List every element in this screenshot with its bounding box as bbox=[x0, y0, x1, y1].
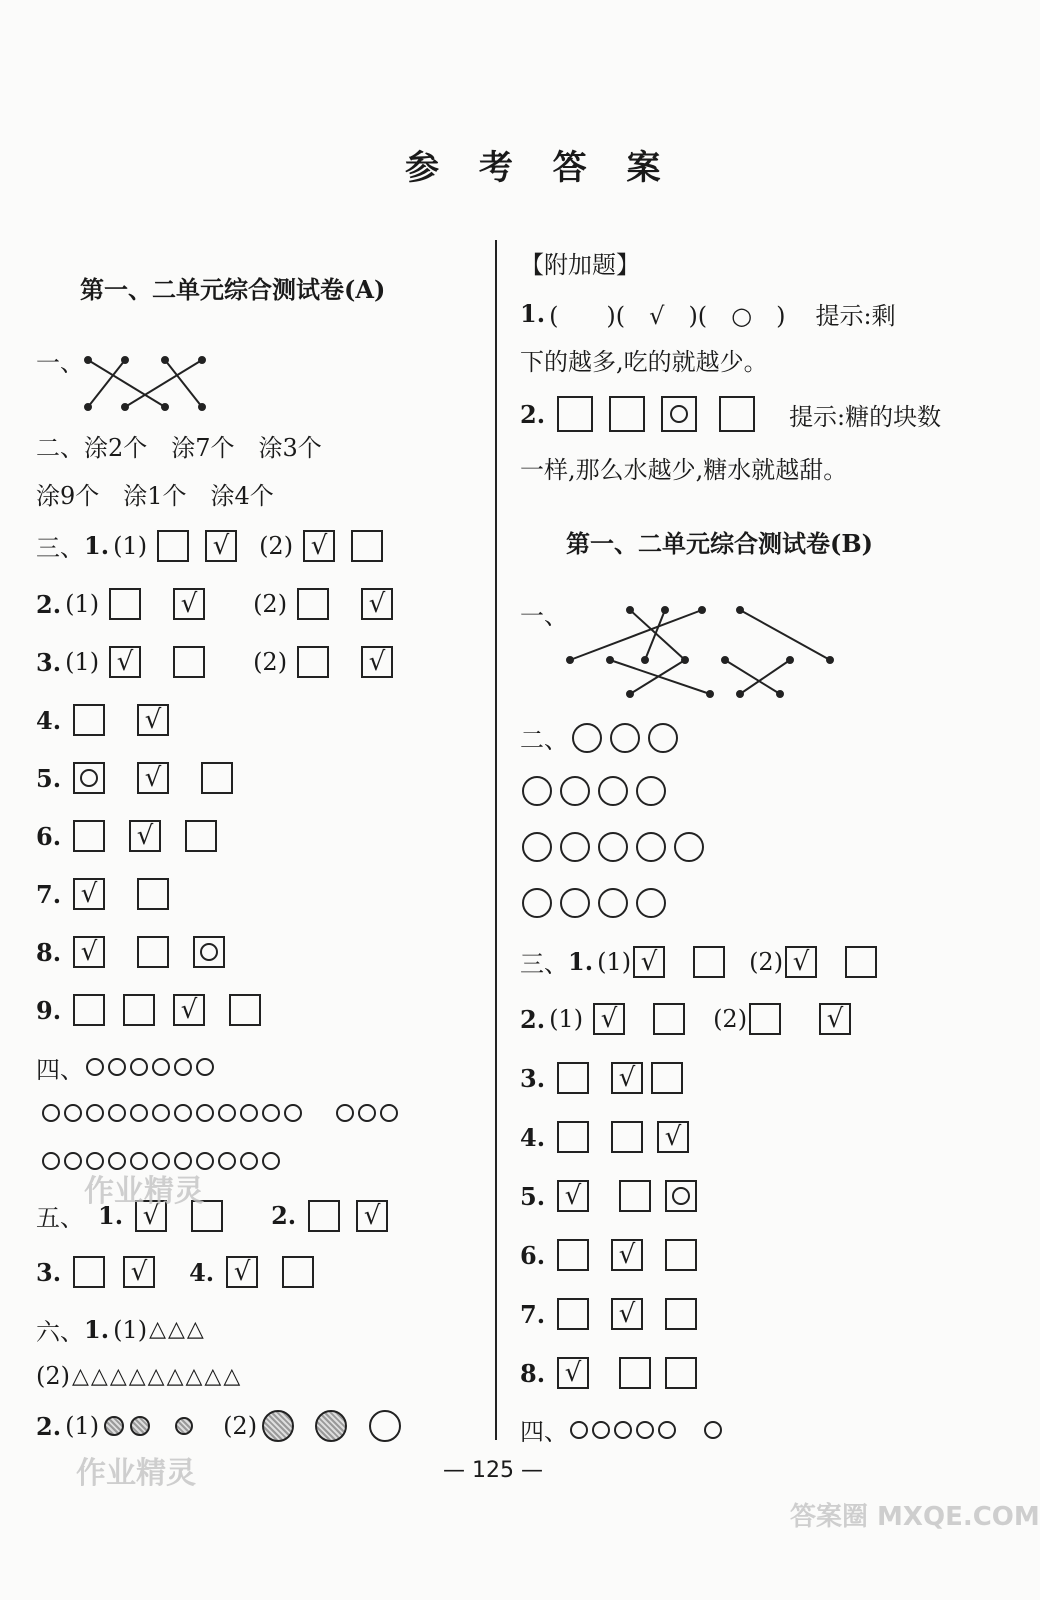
sub-label: (2) bbox=[253, 648, 288, 676]
answer-box-checked: √ bbox=[137, 762, 169, 794]
q3-label: 三、 bbox=[520, 950, 568, 978]
section-title-b: 第一、二单元综合测试卷(B) bbox=[566, 529, 873, 558]
watermark-text: 作业精灵 bbox=[76, 1456, 196, 1491]
row-number: 4. bbox=[189, 1257, 215, 1287]
right-q2-line4 bbox=[518, 888, 670, 918]
extra-q2-hint: 提示:糖的块数 bbox=[789, 402, 942, 431]
shaded-dot bbox=[104, 1416, 124, 1436]
answer-box-checked: √ bbox=[226, 1256, 258, 1288]
answer-box bbox=[719, 396, 755, 432]
answer-box-checked: √ bbox=[633, 946, 665, 978]
answer-box-checked: √ bbox=[819, 1003, 851, 1035]
right-q2-line3 bbox=[518, 832, 708, 862]
right-q3-row4 bbox=[520, 1121, 697, 1153]
circle-row bbox=[334, 1100, 400, 1128]
answer-box bbox=[109, 588, 141, 620]
row-number: 1. bbox=[98, 1201, 124, 1230]
answer-box bbox=[557, 1239, 589, 1271]
answer-box bbox=[609, 396, 645, 432]
section-title-a: 第一、二单元综合测试卷(A) bbox=[80, 275, 386, 304]
sub-label: (1) bbox=[65, 648, 100, 676]
page-title: 参 考 答 案 bbox=[405, 148, 675, 188]
left-q4-line2 bbox=[40, 1100, 400, 1128]
answer-box bbox=[653, 1003, 685, 1035]
row-number: 3. bbox=[36, 1257, 62, 1287]
extra-q2-line2: 一样,那么水越少,糖水就越甜。 bbox=[520, 456, 848, 484]
answer-box-checked: √ bbox=[205, 530, 237, 562]
answer-box bbox=[73, 704, 105, 736]
sub-label: (1) bbox=[113, 531, 148, 560]
answer-box-checked: √ bbox=[557, 1180, 589, 1212]
right-q2-line1 bbox=[520, 720, 682, 755]
answer-box bbox=[845, 946, 877, 978]
row-number: 2. bbox=[520, 1004, 546, 1034]
left-q3-row1 bbox=[36, 528, 391, 563]
watermark-text: 作业精灵 bbox=[84, 1174, 204, 1209]
row-number: 9. bbox=[36, 995, 62, 1025]
shaded-circle bbox=[315, 1410, 347, 1442]
sub-label: (2) bbox=[36, 1362, 70, 1390]
row-number: 1. bbox=[568, 947, 594, 976]
answer-box-checked: √ bbox=[137, 704, 169, 736]
row-number: 5. bbox=[520, 1181, 546, 1211]
circle-row bbox=[40, 1100, 304, 1128]
q6-label: 六、 bbox=[36, 1318, 84, 1346]
answer-box bbox=[73, 820, 105, 852]
left-q5-row2 bbox=[36, 1256, 322, 1288]
answer-box-checked: √ bbox=[73, 936, 105, 968]
q2-label: 二、 bbox=[520, 726, 568, 754]
answer-box bbox=[749, 1003, 781, 1035]
left-q1 bbox=[36, 343, 84, 378]
answer-box-checked: √ bbox=[135, 1200, 167, 1232]
answer-box-checked: √ bbox=[303, 530, 335, 562]
sub-label: (1) bbox=[65, 590, 100, 618]
q1-label: 一、 bbox=[36, 349, 84, 377]
answer-box-checked: √ bbox=[593, 1003, 625, 1035]
extra-q1-line2: 下的越多,吃的就越少。 bbox=[520, 348, 768, 376]
row-number: 2. bbox=[271, 1201, 297, 1230]
q4-label: 四、 bbox=[520, 1418, 568, 1446]
left-q4-line1 bbox=[36, 1050, 216, 1085]
answer-box bbox=[693, 946, 725, 978]
row-number: 3. bbox=[36, 647, 62, 677]
answer-box bbox=[229, 994, 261, 1026]
row-number: 2. bbox=[520, 399, 546, 429]
sub-label: (2) bbox=[223, 1412, 258, 1440]
row-number: 4. bbox=[36, 705, 62, 735]
answer-box bbox=[351, 530, 383, 562]
left-q6-row2 bbox=[36, 1362, 242, 1390]
answer-box bbox=[619, 1357, 651, 1389]
circle-mark bbox=[670, 405, 688, 423]
answer-box bbox=[137, 936, 169, 968]
row-number: 1. bbox=[84, 1315, 110, 1344]
answer-box-checked: √ bbox=[361, 588, 393, 620]
matching-lines-b bbox=[560, 602, 840, 698]
extra-title: 【附加题】 bbox=[520, 251, 640, 279]
answer-box bbox=[557, 396, 593, 432]
answer-box-checked: √ bbox=[129, 820, 161, 852]
right-q3-row5 bbox=[520, 1180, 705, 1212]
answer-box bbox=[297, 588, 329, 620]
answer-box bbox=[557, 1062, 589, 1094]
answer-box-checked: √ bbox=[785, 946, 817, 978]
left-q3-row8 bbox=[36, 936, 233, 968]
answer-box-checked: √ bbox=[611, 1298, 643, 1330]
q2-text-1: 涂2个 涂7个 涂3个 bbox=[84, 434, 322, 462]
answer-box-checked: √ bbox=[173, 588, 205, 620]
circle-mark bbox=[672, 1187, 690, 1205]
left-q2-line1 bbox=[36, 428, 322, 463]
left-q3-row7 bbox=[36, 878, 177, 910]
right-q3-row1 bbox=[520, 944, 885, 979]
answer-box-checked: √ bbox=[557, 1357, 589, 1389]
sub-label: (1) bbox=[113, 1315, 148, 1344]
right-q3-row8 bbox=[520, 1357, 705, 1389]
answer-box bbox=[73, 1256, 105, 1288]
row-number: 8. bbox=[36, 937, 62, 967]
answer-box bbox=[157, 530, 189, 562]
row-number: 8. bbox=[520, 1358, 546, 1388]
sub-label: (2) bbox=[259, 531, 294, 560]
answer-box bbox=[201, 762, 233, 794]
answer-box-checked: √ bbox=[356, 1200, 388, 1232]
q4-label: 四、 bbox=[36, 1056, 84, 1084]
row-number: 3. bbox=[520, 1063, 546, 1093]
page-number: — 125 — bbox=[443, 1458, 543, 1483]
right-q3-row3 bbox=[520, 1062, 691, 1094]
matching-lines-a bbox=[80, 352, 210, 416]
answer-box bbox=[665, 1298, 697, 1330]
left-q3-row6 bbox=[36, 820, 225, 852]
answer-box bbox=[557, 1298, 589, 1330]
circle-row bbox=[84, 1054, 216, 1082]
triangle-row: △△△△△△△△△ bbox=[72, 1363, 243, 1389]
answer-box bbox=[665, 1357, 697, 1389]
answer-box bbox=[297, 646, 329, 678]
answer-box bbox=[308, 1200, 340, 1232]
right-q3-row2 bbox=[520, 1003, 859, 1035]
answer-box-checked: √ bbox=[611, 1239, 643, 1271]
empty-circle bbox=[369, 1410, 401, 1442]
sub-label: (2) bbox=[749, 947, 784, 976]
answer-box-checked: √ bbox=[123, 1256, 155, 1288]
row-number: 1. bbox=[84, 531, 110, 560]
row-number: 2. bbox=[36, 1411, 62, 1441]
row-number: 6. bbox=[520, 1240, 546, 1270]
answer-box bbox=[665, 1239, 697, 1271]
answer-box bbox=[137, 878, 169, 910]
sub-label: (1) bbox=[65, 1412, 100, 1440]
answer-box-checked: √ bbox=[611, 1062, 643, 1094]
answer-box bbox=[557, 1121, 589, 1153]
row-number: 1. bbox=[520, 299, 546, 328]
right-q3-row7 bbox=[520, 1298, 705, 1330]
answer-box-checked: √ bbox=[73, 878, 105, 910]
sub-label: (2) bbox=[713, 1005, 748, 1033]
right-q4 bbox=[520, 1412, 724, 1447]
q1-label: 一、 bbox=[520, 602, 568, 630]
sub-label: (1) bbox=[597, 947, 632, 976]
column-divider bbox=[495, 240, 497, 1440]
left-q6-row1 bbox=[36, 1312, 206, 1347]
answer-box bbox=[651, 1062, 683, 1094]
extra-q1-answer: ( )( √ )( ○ ) bbox=[549, 302, 786, 330]
left-q3-row4 bbox=[36, 704, 177, 736]
answer-box-circle bbox=[73, 762, 105, 794]
answer-box bbox=[123, 994, 155, 1026]
left-q3-row2 bbox=[36, 588, 401, 620]
answer-box-checked: √ bbox=[173, 994, 205, 1026]
answer-box-checked: √ bbox=[109, 646, 141, 678]
shaded-circle bbox=[262, 1410, 294, 1442]
extra-q2 bbox=[520, 396, 941, 432]
circle-mark bbox=[80, 769, 98, 787]
row-number: 2. bbox=[36, 589, 62, 619]
answer-box-checked: √ bbox=[361, 646, 393, 678]
row-number: 7. bbox=[520, 1299, 546, 1329]
q2-text-2: 涂9个 涂1个 涂4个 bbox=[36, 482, 274, 510]
sub-label: (2) bbox=[253, 590, 288, 618]
triangle-row: △△△ bbox=[149, 1317, 206, 1342]
right-q3-row6 bbox=[520, 1239, 705, 1271]
answer-box-circle bbox=[193, 936, 225, 968]
answer-box-checked: √ bbox=[657, 1121, 689, 1153]
answer-box bbox=[173, 646, 205, 678]
watermark-logo: 答案圈 MXQE.COM bbox=[790, 1502, 1040, 1532]
row-number: 4. bbox=[520, 1122, 546, 1152]
left-q3-row5 bbox=[36, 762, 241, 794]
answer-box bbox=[185, 820, 217, 852]
answer-box bbox=[619, 1180, 651, 1212]
row-number: 7. bbox=[36, 879, 62, 909]
answer-box bbox=[611, 1121, 643, 1153]
shaded-dot bbox=[130, 1416, 150, 1436]
row-number: 6. bbox=[36, 821, 62, 851]
answer-box-circle bbox=[661, 396, 697, 432]
answer-box-circle bbox=[665, 1180, 697, 1212]
q2-label: 二、 bbox=[36, 434, 84, 462]
circle-mark bbox=[200, 943, 218, 961]
answer-box bbox=[73, 994, 105, 1026]
q3-label: 三、 bbox=[36, 534, 84, 562]
left-q2-line2 bbox=[36, 476, 274, 511]
right-q2-line2 bbox=[518, 776, 670, 806]
left-q3-row3 bbox=[36, 646, 401, 678]
extra-q1 bbox=[520, 296, 896, 331]
left-q3-row9 bbox=[36, 994, 269, 1026]
left-q6-row3 bbox=[36, 1410, 405, 1442]
sub-label: (1) bbox=[549, 1005, 584, 1033]
extra-q1-hint: 提示:剩 bbox=[815, 302, 896, 330]
row-number: 5. bbox=[36, 763, 62, 793]
answer-box bbox=[282, 1256, 314, 1288]
shaded-dot bbox=[175, 1417, 193, 1435]
q5-label: 五、 bbox=[36, 1204, 84, 1232]
